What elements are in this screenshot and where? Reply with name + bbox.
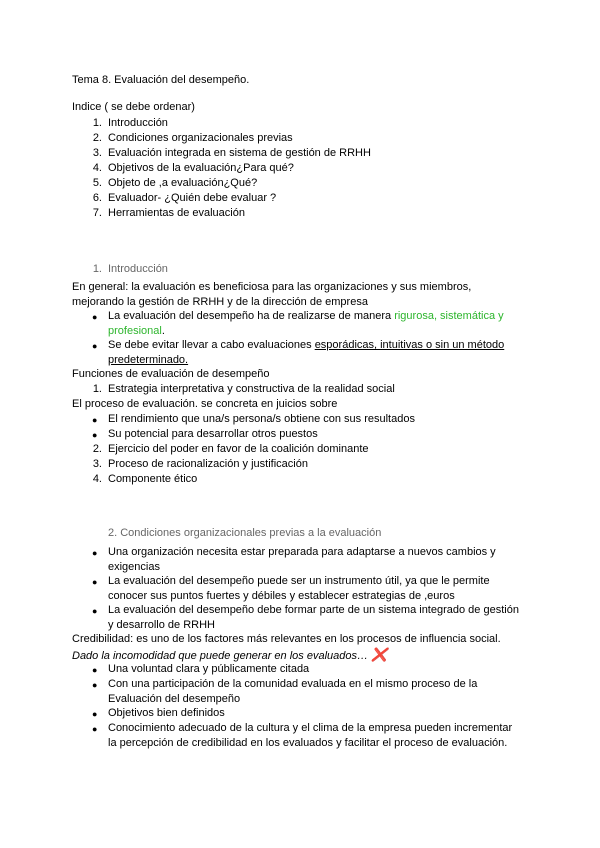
document-title: Tema 8. Evaluación del desempeño. — [72, 74, 250, 86]
bullet-icon: ● — [92, 430, 98, 440]
intro-paragraph-line: mejorando la gestión de RRHH y de la dirección de empresa — [72, 296, 368, 308]
intro-paragraph-line: En general: la evaluación es beneficiosa para las organizaciones y sus miembros, — [72, 281, 472, 293]
credibilidad-paragraph: Credibilidad: es uno de los factores más relevantes en los procesos de influencia social. — [72, 633, 501, 645]
bullet-icon: ● — [92, 415, 98, 425]
bullet-icon: ● — [92, 680, 98, 690]
bullet-icon: ● — [92, 606, 98, 616]
bullet-icon: ● — [92, 548, 98, 558]
dado-note: Dado la incomodidad que puede generar en los evaluados… ❌ — [72, 647, 388, 662]
section-heading-condiciones: 2. Condiciones organizacionales previas a la evaluación — [108, 527, 382, 539]
proceso-heading: El proceso de evaluación. se concreta en juicios sobre — [72, 398, 338, 410]
bullet-icon: ● — [92, 709, 98, 719]
bullet-icon: ● — [92, 577, 98, 587]
funciones-heading: Funciones de evaluación de desempeño — [72, 368, 270, 380]
cross-mark-icon: ❌ — [371, 647, 388, 662]
bullet-icon: ● — [92, 341, 98, 351]
bullet-icon: ● — [92, 724, 98, 734]
index-heading: Indice ( se debe ordenar) — [72, 101, 195, 113]
bullet-icon: ● — [92, 312, 98, 322]
bullet-icon: ● — [92, 665, 98, 675]
